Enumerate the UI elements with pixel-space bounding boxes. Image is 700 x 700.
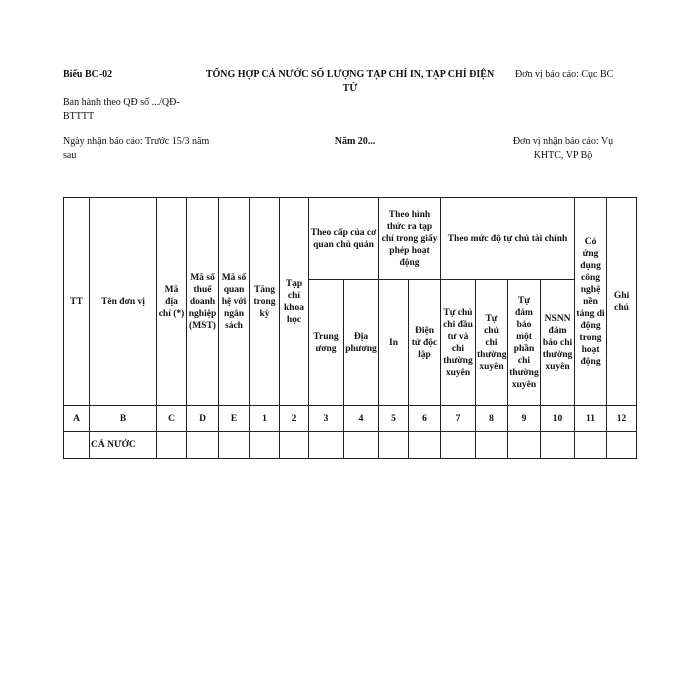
header-fin-state: NSNN đảm bảo chi thường xuyên bbox=[541, 280, 575, 406]
table-row bbox=[64, 432, 637, 459]
issued-by: Ban hành theo QĐ số .../QĐ-BTTTT bbox=[63, 97, 180, 122]
report-title: TỔNG HỢP CẢ NƯỚC SỐ LƯỢNG TẠP CHÍ IN, TẠP CHÍ ĐIỆN TỬ bbox=[205, 69, 495, 94]
table-cell bbox=[219, 432, 250, 459]
header-note: Ghi chú bbox=[607, 198, 637, 406]
column-label: 3 bbox=[309, 406, 344, 432]
column-label-row bbox=[64, 406, 637, 432]
header-tech-platform: Có ứng dụng công nghệ nền tảng di động trong hoạt động bbox=[575, 198, 607, 406]
header-budget-code: Mã số quan hệ với ngân sách bbox=[219, 198, 250, 406]
reporting-unit: Đơn vị báo cáo: Cục BC bbox=[515, 69, 614, 80]
report-year: Năm 20... bbox=[334, 136, 376, 147]
column-label: 1 bbox=[250, 406, 280, 432]
table-cell bbox=[441, 432, 476, 459]
column-label: 6 bbox=[409, 406, 441, 432]
column-label: 5 bbox=[379, 406, 409, 432]
column-label: 4 bbox=[344, 406, 379, 432]
header-tax-code: Mã số thuế doanh nghiệp (MST) bbox=[187, 198, 219, 406]
header-increase: Tăng trong kỳ bbox=[250, 198, 280, 406]
header-group-form: Theo hình thức ra tạp chí trong giấy phép hoạt động bbox=[379, 198, 441, 280]
table-cell bbox=[476, 432, 508, 459]
receiving-unit: Đơn vị nhận báo cáo: Vụ KHTC, VP Bộ bbox=[512, 136, 614, 161]
header-electronic: Điện tử độc lập bbox=[409, 280, 441, 406]
column-label: 10 bbox=[541, 406, 575, 432]
column-label: B bbox=[90, 406, 157, 432]
column-label: 9 bbox=[508, 406, 541, 432]
column-label: 7 bbox=[441, 406, 476, 432]
column-label: 12 bbox=[607, 406, 637, 432]
header-fin-partial: Tự đảm bảo một phần chi thường xuyên bbox=[508, 280, 541, 406]
column-label: 2 bbox=[280, 406, 309, 432]
table-cell bbox=[64, 432, 90, 459]
table-cell bbox=[344, 432, 379, 459]
header-central: Trung ương bbox=[309, 280, 344, 406]
header-tt: TT bbox=[64, 198, 90, 406]
column-label: 11 bbox=[575, 406, 607, 432]
header-local: Địa phương bbox=[344, 280, 379, 406]
row-label-nationwide: CẢ NƯỚC bbox=[90, 432, 157, 459]
report-date: Ngày nhận báo cáo: Trước 15/3 năm sau bbox=[63, 136, 210, 161]
header-group-financial: Theo mức độ tự chủ tài chính bbox=[441, 198, 575, 280]
table-cell bbox=[541, 432, 575, 459]
table-cell bbox=[575, 432, 607, 459]
column-label: A bbox=[64, 406, 90, 432]
header-science-magazine: Tạp chí khoa học bbox=[280, 198, 309, 406]
table-cell bbox=[280, 432, 309, 459]
table-cell bbox=[508, 432, 541, 459]
table-cell bbox=[157, 432, 187, 459]
header-print: In bbox=[379, 280, 409, 406]
header-group-level: Theo cấp của cơ quan chủ quản bbox=[309, 198, 379, 280]
table-cell bbox=[250, 432, 280, 459]
form-code: Biểu BC-02 bbox=[63, 69, 113, 80]
column-label: 8 bbox=[476, 406, 508, 432]
column-label: E bbox=[219, 406, 250, 432]
table-cell bbox=[379, 432, 409, 459]
table-cell bbox=[309, 432, 344, 459]
header-fin-full: Tự chủ chi đầu tư và chi thường xuyên bbox=[441, 280, 476, 406]
column-label: C bbox=[157, 406, 187, 432]
table-cell bbox=[187, 432, 219, 459]
table-cell bbox=[607, 432, 637, 459]
summary-table bbox=[63, 197, 637, 459]
header-fin-recurrent: Tự chủ chi thường xuyên bbox=[476, 280, 508, 406]
header-unit-name: Tên đơn vị bbox=[90, 198, 157, 406]
column-label: D bbox=[187, 406, 219, 432]
header-magazine-code: Mã địa chỉ (*) bbox=[157, 198, 187, 406]
table-cell bbox=[409, 432, 441, 459]
